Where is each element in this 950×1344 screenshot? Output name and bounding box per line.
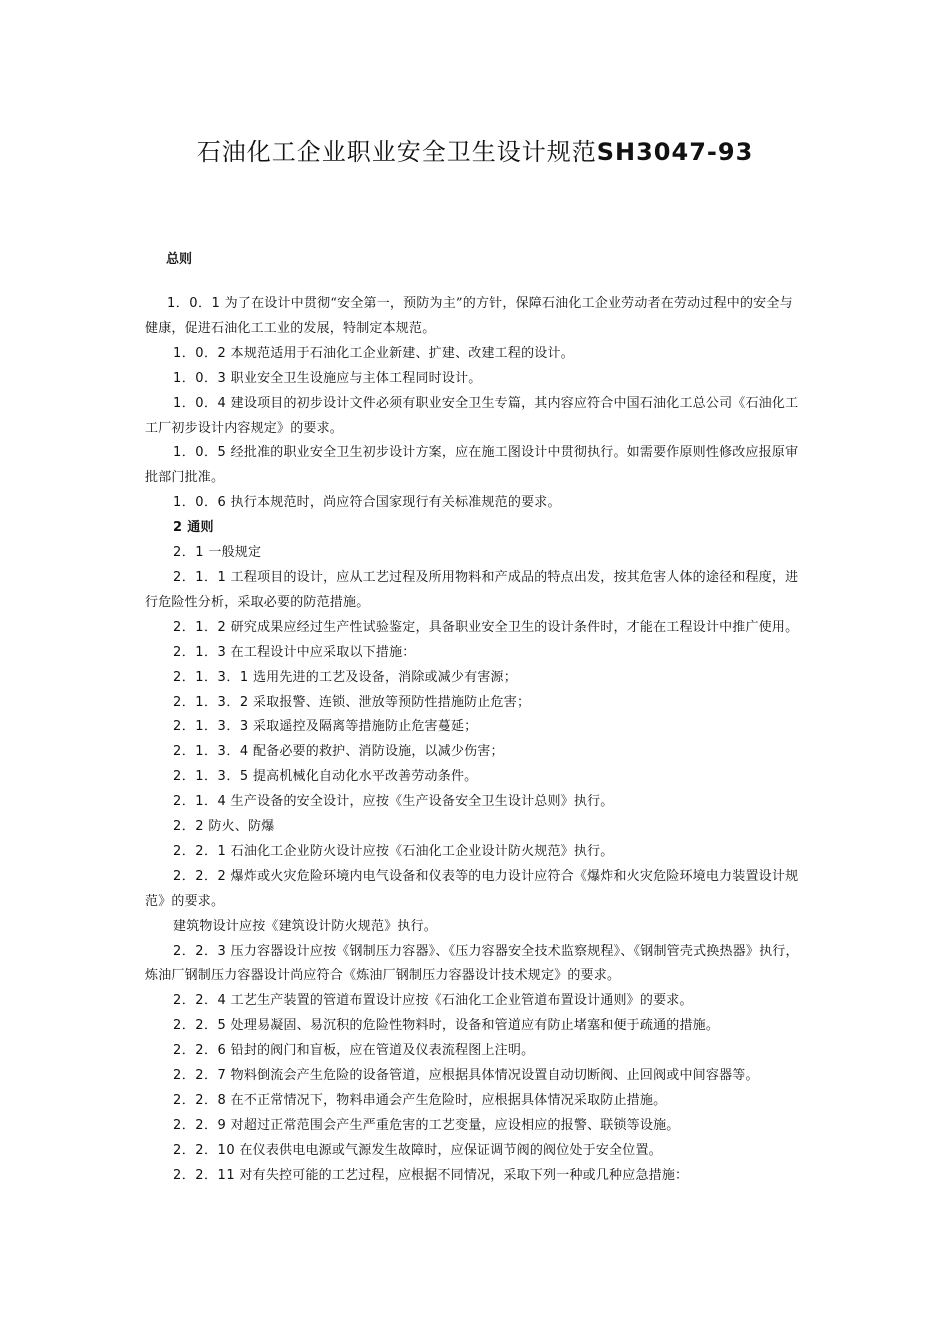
clause-number: 2．2．11 (173, 1167, 236, 1183)
clause-number: 1．0．5 (173, 445, 227, 461)
clause-paragraph (145, 367, 805, 392)
clause-number: 2．1．2 (173, 619, 227, 635)
clause-paragraph (145, 666, 805, 691)
clause-number: 2．1．3．1 (173, 669, 249, 685)
clause-number: 2．1．3．4 (173, 744, 249, 760)
clause-paragraph (145, 915, 805, 940)
clause-paragraph (145, 1114, 805, 1139)
title-text: 石油化工企业职业安全卫生设计规范 (196, 138, 597, 166)
clause-number: 2 (173, 520, 183, 536)
clause-text: 研究成果应经过生产性试验鉴定，具备职业安全卫生的设计条件时，才能在工程设计中推广使用。 (230, 619, 799, 635)
clause-number: 2．2．5 (173, 1018, 227, 1034)
clause-number: 2．1．3．5 (173, 769, 249, 785)
clause-text: 爆炸或火灾危险环境内电气设备和仪表等的电力设计应符合《爆炸和火灾危险环境电力装置设计规范》的要求。 (145, 868, 799, 909)
clause-number: 1．0．4 (173, 395, 227, 411)
clause-paragraph (145, 441, 805, 491)
clause-number: 1．0．1 (167, 296, 221, 311)
clause-paragraph (145, 815, 805, 840)
document-body (145, 292, 805, 1189)
clause-paragraph (145, 1139, 805, 1164)
clause-text: 执行本规范时，尚应符合国家现行有关标准规范的要求。 (230, 495, 561, 511)
clause-paragraph (145, 1039, 805, 1064)
document-title (0, 132, 950, 167)
clause-text: 建设项目的初步设计文件必须有职业安全卫生专篇，其内容应符合中国石油化工总公司《石油化工工厂初步设计内容规定》的要求。 (145, 395, 799, 436)
clause-text: 建筑物设计应按《建筑设计防火规范》执行。 (173, 918, 438, 934)
clause-number: 2．1．3．3 (173, 719, 249, 735)
clause-paragraph (145, 1089, 805, 1114)
clause-number: 2．2 (173, 819, 205, 835)
clause-paragraph (145, 342, 805, 367)
clause-text: 生产设备的安全设计，应按《生产设备安全卫生设计总则》执行。 (230, 794, 614, 810)
clause-paragraph (145, 392, 805, 442)
clause-text: 防火、防爆 (208, 819, 275, 835)
clause-text: 物料倒流会产生危险的设备管道，应根据具体情况设置自动切断阀、止回阀或中间容器等。 (230, 1068, 759, 1084)
clause-paragraph (145, 840, 805, 865)
clause-number: 2．2．8 (173, 1093, 227, 1108)
clause-paragraph (145, 616, 805, 641)
clause-number: 2．1 (173, 545, 205, 561)
clause-text: 工程项目的设计，应从工艺过程及所用物料和产成品的特点出发，按其危害人体的途径和程度，进行危险性分析，采取必要的防范措施。 (145, 569, 799, 610)
clause-paragraph (145, 790, 805, 815)
clause-text: 一般规定 (208, 545, 262, 561)
clause-paragraph (145, 292, 805, 342)
clause-text: 石油化工企业防火设计应按《石油化工企业设计防火规范》执行。 (230, 843, 614, 859)
clause-paragraph (145, 715, 805, 740)
clause-number: 1．0．2 (173, 345, 227, 361)
clause-text: 选用先进的工艺及设备，消除或减少有害源； (252, 669, 517, 685)
clause-text: 经批准的职业安全卫生初步设计方案，应在施工图设计中贯彻执行。如需要作原则性修改应报原审批部门批准。 (145, 445, 799, 486)
clause-text: 铅封的阀门和盲板，应在管道及仪表流程图上注明。 (230, 1043, 535, 1059)
clause-number: 2．2．4 (173, 993, 227, 1009)
clause-text: 为了在设计中贯彻“安全第一，预防为主”的方针，保障石油化工企业劳动者在劳动过程中的安全与健康，促进石油化工工业的发展，特制定本规范。 (145, 296, 793, 336)
clause-text: 提高机械化自动化水平改善劳动条件。 (252, 769, 478, 785)
clause-text: 配备必要的救护、消防设施，以减少伤害； (252, 744, 504, 760)
clause-paragraph (145, 491, 805, 516)
clause-text: 采取报警、连锁、泄放等预防性措施防止危害； (252, 694, 531, 710)
clause-text: 对超过正常范围会产生严重危害的工艺变量，应设相应的报警、联锁等设施。 (230, 1117, 680, 1133)
clause-number: 1．0．3 (173, 370, 227, 386)
clause-text: 通则 (187, 520, 214, 536)
clause-number: 2．2．7 (173, 1068, 227, 1084)
clause-text: 工艺生产装置的管道布置设计应按《石油化工企业管道布置设计通则》的要求。 (230, 993, 693, 1009)
clause-number: 2．1．1 (173, 569, 227, 585)
clause-number: 1．0．6 (173, 495, 227, 511)
clause-number: 2．1．3．2 (173, 694, 249, 710)
clause-number: 2．2．1 (173, 843, 227, 859)
clause-paragraph (145, 940, 805, 990)
clause-number: 2．1．3 (173, 644, 227, 660)
clause-paragraph (145, 641, 805, 666)
section-title (145, 516, 805, 541)
clause-text: 在不正常情况下，物料串通会产生危险时，应根据具体情况采取防止措施。 (230, 1093, 667, 1108)
clause-text: 本规范适用于石油化工企业新建、扩建、改建工程的设计。 (230, 345, 574, 361)
clause-paragraph (145, 1014, 805, 1039)
clause-paragraph (145, 1164, 805, 1189)
clause-paragraph (145, 566, 805, 616)
clause-number: 2．2．2 (173, 868, 227, 884)
clause-number: 2．2．3 (173, 943, 227, 959)
clause-text: 处理易凝固、易沉积的危险性物料时，设备和管道应有防止堵塞和便于疏通的措施。 (230, 1018, 720, 1034)
title-code: SH3047-93 (596, 138, 754, 166)
clause-paragraph (145, 989, 805, 1014)
clause-paragraph (145, 541, 805, 566)
clause-number: 2．2．10 (173, 1142, 236, 1158)
clause-number: 2．1．4 (173, 794, 227, 810)
clause-text: 职业安全卫生设施应与主体工程同时设计。 (230, 370, 482, 386)
clause-paragraph (145, 865, 805, 915)
clause-text: 在工程设计中应采取以下措施： (230, 644, 416, 660)
clause-number: 2．2．9 (173, 1117, 227, 1133)
clause-text: 在仪表供电电源或气源发生故障时，应保证调节阀的阀位处于安全位置。 (239, 1142, 662, 1158)
clause-text: 采取遥控及隔离等措施防止危害蔓延； (252, 719, 478, 735)
clause-paragraph (145, 740, 805, 765)
clause-number: 2．2．6 (173, 1043, 227, 1059)
clause-paragraph (145, 691, 805, 716)
clause-text: 对有失控可能的工艺过程，应根据不同情况，采取下列一种或几种应急措施： (239, 1167, 689, 1183)
clause-paragraph (145, 1064, 805, 1089)
section-heading: 总则 (166, 252, 193, 267)
clause-text: 压力容器设计应按《钢制压力容器》、《压力容器安全技术监察规程》、《钢制管壳式换热器》执行，炼油厂钢制压力容器设计尚应符合《炼油厂钢制压力容器设计技术规定》的要求。 (145, 943, 799, 984)
clause-paragraph (145, 765, 805, 790)
